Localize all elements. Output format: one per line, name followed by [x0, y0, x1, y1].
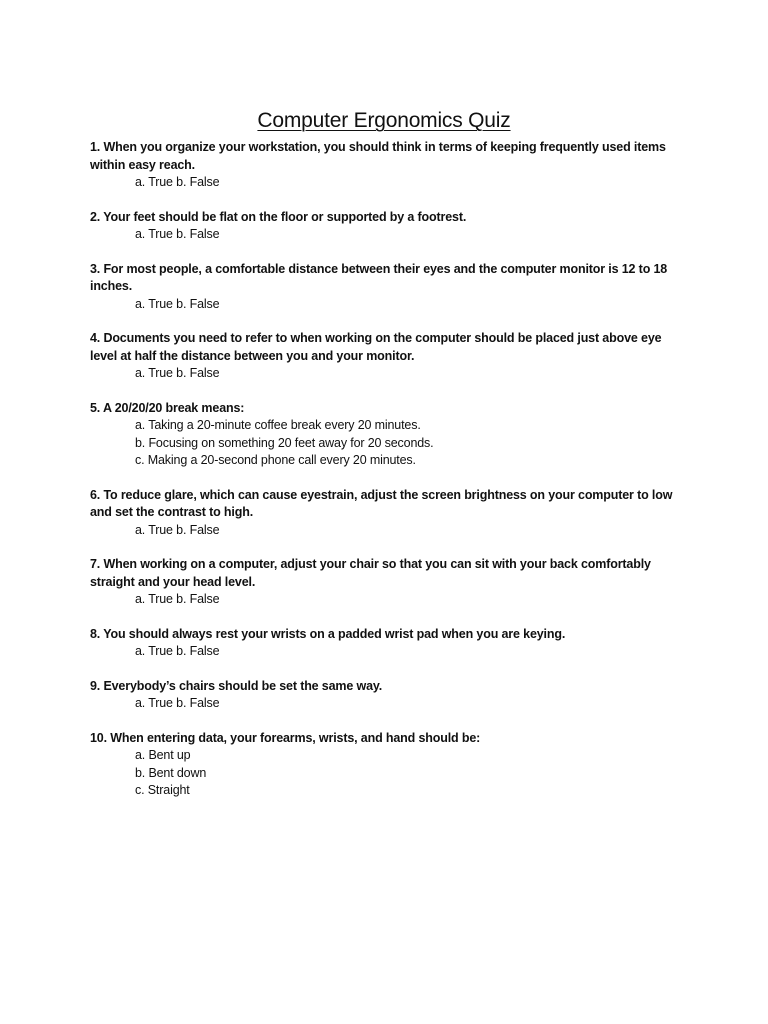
question-text: 2. Your feet should be flat on the floor or supported by a footrest. — [90, 209, 467, 224]
question-text: 6. To reduce glare, which can cause eyestrain, adjust the screen brightness on your computer to low and set the contrast to high. — [90, 487, 673, 519]
answer-options — [90, 296, 690, 314]
answer-option: c. Making a 20-second phone call every 20 minutes. — [135, 453, 416, 467]
answer-option: a. Taking a 20-minute coffee break every 20 minutes. — [135, 418, 421, 432]
question-text: 8. You should always rest your wrists on a padded wrist pad when you are keying. — [90, 626, 566, 641]
question-item — [90, 487, 690, 540]
answer-options — [90, 174, 690, 192]
question-text: 1. When you organize your workstation, you should think in terms of keeping frequently used items within easy reach. — [90, 140, 666, 172]
answer-options — [90, 522, 690, 540]
answer-option: c. Straight — [135, 783, 190, 797]
question-text: 5. A 20/20/20 break means: — [90, 400, 245, 415]
question-text: 9. Everybody’s chairs should be set the same way. — [90, 678, 383, 693]
answer-option: a. True b. False — [135, 522, 220, 537]
question-text: 3. For most people, a comfortable distance between their eyes and the computer monitor is 12 to 18 inches. — [90, 261, 668, 293]
answer-option: a. True b. False — [135, 644, 220, 658]
question-item — [90, 556, 690, 609]
answer-option: a. True b. False — [135, 296, 220, 311]
question-item — [90, 139, 690, 192]
answer-options — [90, 417, 690, 470]
question-item — [90, 261, 690, 314]
answer-option: a. True b. False — [135, 227, 220, 241]
answer-option: a. True b. False — [135, 592, 220, 606]
question-item — [90, 730, 690, 800]
answer-option: a. True b. False — [135, 696, 220, 710]
question-text: 4. Documents you need to refer to when working on the computer should be placed just above eye level at half the distance between you and your monitor. — [90, 331, 662, 363]
question-item — [90, 330, 690, 383]
answer-options — [90, 226, 690, 244]
answer-options — [90, 695, 690, 713]
question-item — [90, 678, 690, 713]
question-text: 10. When entering data, your forearms, wrists, and hand should be: — [90, 730, 481, 745]
answer-option: a. True b. False — [135, 175, 220, 189]
answer-option: a. True b. False — [135, 366, 220, 380]
question-item — [90, 209, 690, 244]
answer-options — [90, 747, 690, 800]
answer-option: b. Bent down — [135, 765, 207, 780]
question-item — [90, 400, 690, 470]
question-text: 7. When working on a computer, adjust your chair so that you can sit with your back comfortably straight and your head level. — [90, 557, 651, 589]
answer-option: b. Focusing on something 20 feet away for 20 seconds. — [135, 435, 434, 450]
answer-option: a. Bent up — [135, 748, 191, 762]
answer-options — [90, 643, 690, 661]
answer-options — [90, 365, 690, 383]
answer-options — [90, 591, 690, 609]
question-list — [90, 139, 690, 817]
question-item — [90, 626, 690, 661]
page-title: Computer Ergonomics Quiz — [257, 109, 511, 133]
